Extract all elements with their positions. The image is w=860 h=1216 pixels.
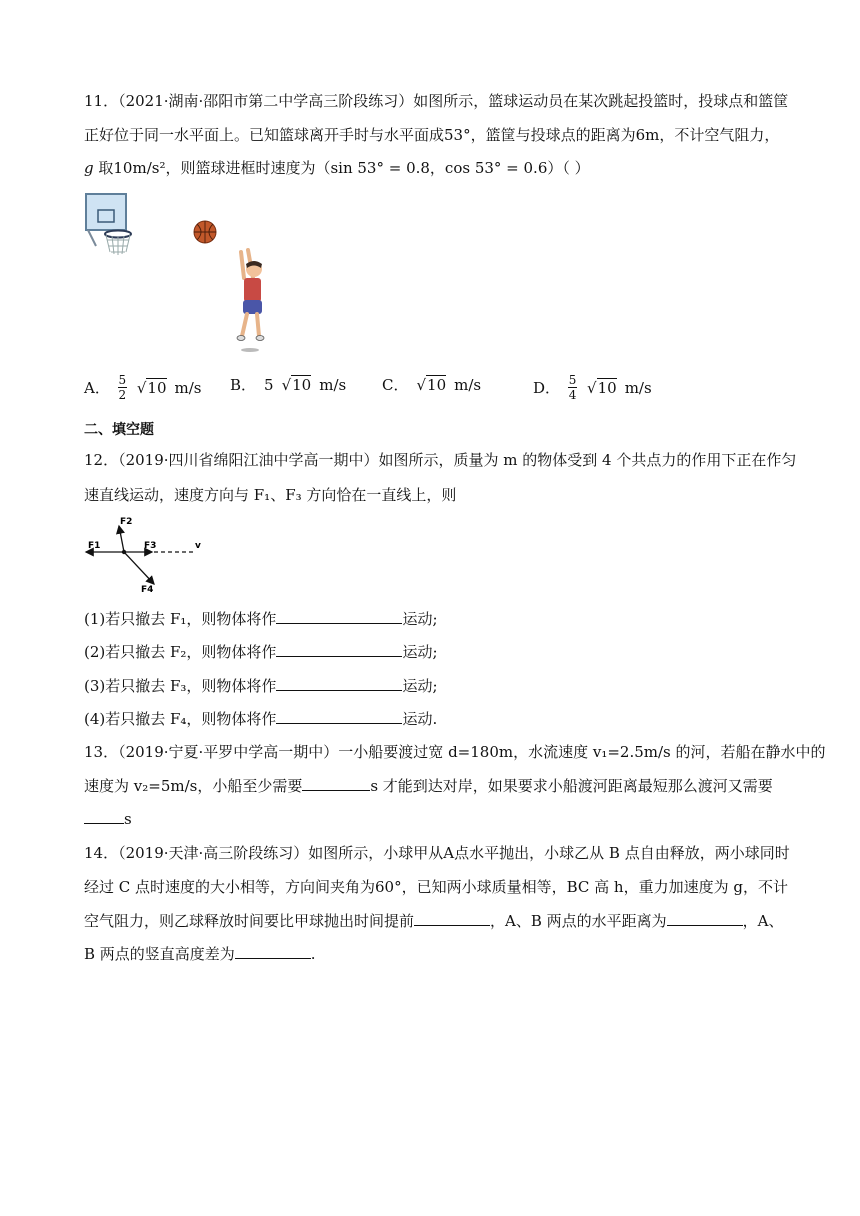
f4-arrow [124, 552, 154, 584]
answer-blank[interactable] [667, 911, 743, 926]
option-b-label: B． [230, 376, 257, 394]
answer-blank[interactable] [276, 676, 402, 691]
q13-line1: 13．（2019·宁夏·平罗中学高一期中）一小船要渡过宽 d=180m，水流速度 v₁=2.5m/s 的河，若船在静水中的 [84, 743, 826, 761]
basket-hoop-icon [105, 231, 131, 256]
basketball-icon [194, 221, 216, 243]
answer-blank[interactable] [276, 709, 402, 724]
v-label: v [195, 541, 201, 551]
q14-line1: 14．（2019·天津·高三阶段练习）如图所示，小球甲从A点水平抛出，小球乙从 B 点自由释放，两小球同时 [84, 844, 790, 862]
option-b-unit: m/s [319, 375, 347, 394]
f3-label: F3 [144, 541, 157, 551]
option-a-fraction: $\frac{5}{2}$ [118, 373, 127, 402]
option-c[interactable] [382, 374, 481, 395]
option-a[interactable] [84, 374, 201, 401]
answer-blank[interactable] [84, 809, 124, 824]
q12-item-1: (1)若只撤去 F₁，则物体将作 运动; [84, 610, 438, 628]
section-title: 二、填空题 [84, 422, 154, 438]
option-d-label: D． [533, 379, 561, 397]
q11-line3-text: 取10m/s²，则篮球进框时速度为（sin 53° = 0.8，cos 53° = 0.6）（ ） [93, 159, 590, 177]
q12-line2: 速直线运动，速度方向与 F₁、F₃ 方向恰在一直线上，则 [84, 486, 457, 504]
answer-blank[interactable] [414, 911, 490, 926]
option-d-fraction: $\frac{5}{4}$ [568, 373, 577, 402]
q13-line2: 速度为 v₂=5m/s，小船至少需要 s 才能到达对岸，如果要求小船渡河距离最短那么渡河又需要 [84, 777, 773, 795]
q11-g-symbol: g [84, 159, 94, 177]
f4-label: F4 [141, 585, 154, 595]
basketball-figure [84, 190, 274, 355]
q12-item-3: (3)若只撤去 F₃，则物体将作 运动; [84, 677, 438, 695]
answer-blank[interactable] [276, 642, 402, 657]
option-d[interactable] [533, 374, 652, 401]
answer-blank[interactable] [235, 944, 311, 959]
answer-blank[interactable] [302, 776, 370, 791]
q12-item-2: (2)若只撤去 F₂，则物体将作 运动; [84, 643, 438, 661]
force-diagram [82, 514, 212, 598]
q12-item-4: (4)若只撤去 F₄，则物体将作 运动. [84, 710, 438, 728]
q11-line2: 正好位于同一水平面上。已知篮球离开手时与水平面成53°，篮筐与投球点的距离为6m，不计空气阻力， [84, 126, 780, 144]
q11-options [84, 374, 784, 402]
q12-line1: 12．（2019·四川省绵阳江油中学高一期中）如图所示，质量为 m 的物体受到 4 个共点力的作用下正在作匀 [84, 451, 797, 469]
f2-arrow [119, 526, 124, 552]
option-d-unit: m/s [624, 378, 652, 397]
option-b-sqrt: √ 10 [281, 375, 312, 394]
option-a-unit: m/s [174, 378, 202, 397]
q14-line3: 空气阻力，则乙球释放时间要比甲球抛出时间提前 ，A、B 两点的水平距离为 ，A、 [84, 912, 784, 930]
answer-blank[interactable] [276, 609, 402, 624]
q14-line2: 经过 C 点时速度的大小相等，方向间夹角为60°，已知两小球质量相等，BC 高 h，重力加速度为 g，不计 [84, 878, 788, 896]
option-c-unit: m/s [454, 375, 482, 394]
option-c-sqrt: √ 10 [416, 375, 447, 394]
q11-line1: 11．（2021·湖南·邵阳市第二中学高三阶段练习）如图所示，篮球运动员在某次跳起投篮时，投球点和篮筐 [84, 92, 789, 110]
option-c-label: C． [382, 376, 409, 394]
f2-label: F2 [120, 517, 133, 527]
f1-label: F1 [88, 541, 101, 551]
option-b-coef: 5 [264, 375, 274, 394]
option-d-sqrt: √ 10 [587, 378, 617, 397]
option-a-label: A． [84, 379, 110, 397]
q11-line3 [84, 158, 784, 178]
q13-line3: s [84, 809, 784, 829]
option-a-sqrt: √ 10 [136, 378, 167, 397]
q14-line4: B 两点的竖直高度差为 . [84, 945, 316, 963]
basketball-player-icon [237, 250, 264, 352]
option-b[interactable] [230, 374, 346, 395]
